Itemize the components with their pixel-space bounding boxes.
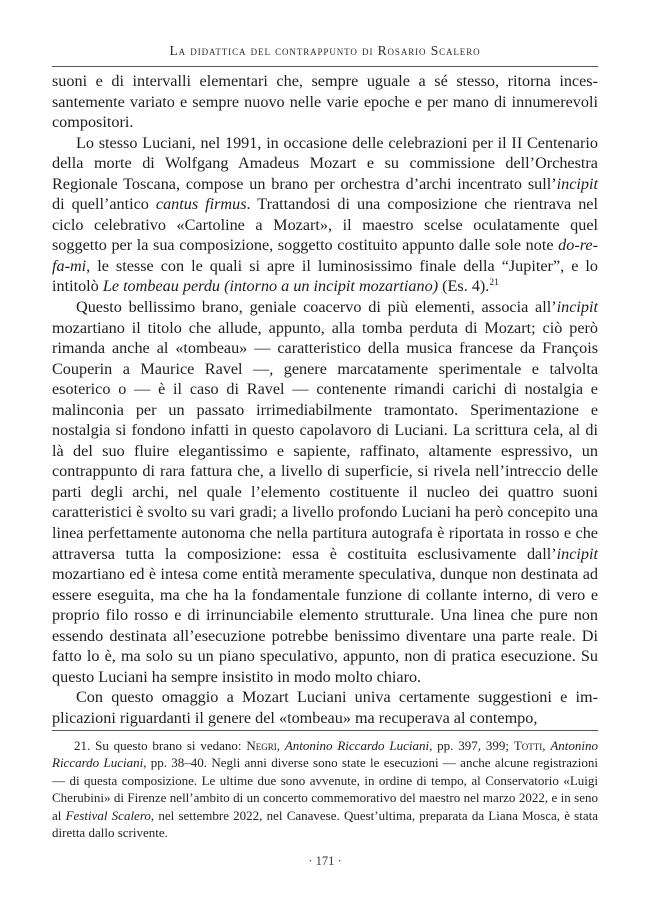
- book-title: Antonino Riccardo Luciani: [284, 738, 430, 753]
- paragraph: Questo bellissimo brano, geniale coacervo di più elementi, associa all’incipit mozartiano il titolo che allude, appunto, alla tomba perduta di Mozart; ciò però rimanda anche al «tombeau» — caratteristico della musica francese da François Couperin a Maurice Ravel —, genere marcatamente sperimentale e talvolta esoterico o — è il caso di Ravel — contenente rimandi carichi di nostalgia e malinconia per un passato irrimediabilmente tramontato. Sperimentazione e nostalgia si fondono infatti in questo capolavoro di Luciani. La scrittura cela, al di là del suo fluire elegantissimo e sapiente, raffinato, altamente espressivo, un contrappunto di rara fattura che, a livello di superficie, si rivela nell’intreccio delle parti degli archi, nel quale l’elemento costituente il nucleo dei quattro suoni caratteristici è svolto su vari gradi; a livello profondo Luciani ha però concepito una linea perfettamente autonoma che nella partitura autografa è riportata in rosso e che attraversa tutta la composizione: essa è costituita esclusivamente dall’incipit mozartiano ed è intesa come entità meramente speculativa, dunque non destinata ad essere eseguita, ma che ha la fondamentale funzione di collante interno, di vero e proprio filo rosso e di irrinunciabile elemento strutturale. Una linea che pure non essendo destinata all’esecuzione potrebbe benissimo diventare una parte reale. Di fatto lo è, ma solo su un piano speculativo, appunto, non di pratica esecuzione. Su questo Luciani ha sempre insistito in modo molto chiaro.: [52, 298, 598, 686]
- footnote: 21. Su questo brano si vedano: Negri, Antonino Riccardo Luciani, pp. 397, 399; Totti, Antonino Riccardo Luciani, pp. 38–40. Negli anni diverse sono state le esecuzioni — anche alcune registrazioni — di questa composizione. Le ultime due sono avvenute, in ordine di tempo, al Conservatorio «Luigi Cherubini» di Firenze nell’ambito di un concerto commemorativo del maestro nel marzo 2022, e in seno al Festival Scalero, nel settembre 2022, nel Canavese. Quest’ultima, preparata da Liana Mosca, è stata diretta dallo scrivente.: [52, 738, 599, 841]
- book-title: Antonino Riccardo Luciani: [52, 738, 599, 771]
- paragraph: suoni e di intervalli elementari che, sempre uguale a sé stesso, ritorna incessantemente variato e sempre nuovo nelle varie epoche e per mano di innumerevoli compositori.: [52, 72, 598, 132]
- italic-term: incipit: [556, 544, 598, 563]
- footnote-separator: [52, 730, 598, 731]
- paragraph: Con questo omaggio a Mozart Luciani univa certamente suggestioni e implicazioni riguardanti il genere del «tombeau» ma recuperava al contempo,: [52, 688, 598, 727]
- footnote-number: 21.: [74, 738, 91, 753]
- header-rule: [52, 66, 598, 67]
- paragraph: Lo stesso Luciani, nel 1991, in occasione delle celebrazioni per il II Centenario della morte di Wolfgang Amadeus Mozart e su commissione dell’Orchestra Regionale Toscana, compose un brano per orchestra d’archi incentrato sull’incipit di quell’antico cantus firmus. Trattandosi di una composizione che rientrava nel ciclo celebrativo «Cartoline a Mozart», il maestro scelse oculatamente quel soggetto per la sua composizione, soggetto costituito appunto dalle sole note do-re-fa-mi, le stesse con le quali si apre il luminosissimo finale della “Jupiter”, e lo intitolò Le tombeau perdu (intorno a un incipit mozartiano) (Es. 4).$^{21}$: [52, 133, 598, 296]
- italic-term: do-re-fa-mi: [52, 236, 598, 275]
- author-name: Negri: [246, 738, 277, 753]
- italic-term: cantus firmus: [155, 195, 247, 214]
- footnote-reference[interactable]: 21: [489, 278, 499, 289]
- main-text: [52, 71, 598, 729]
- work-title: Le tombeau perdu (intorno a un incipit mozartiano): [102, 277, 439, 296]
- italic-term: incipit: [556, 298, 598, 317]
- author-name: Totti: [513, 738, 543, 753]
- page-number: · 171 ·: [308, 854, 342, 868]
- running-head: La didattica del contrappunto di Rosario Scalero: [169, 43, 481, 58]
- italic-term: incipit: [556, 174, 598, 193]
- festival-name: Festival Scalero: [65, 807, 151, 823]
